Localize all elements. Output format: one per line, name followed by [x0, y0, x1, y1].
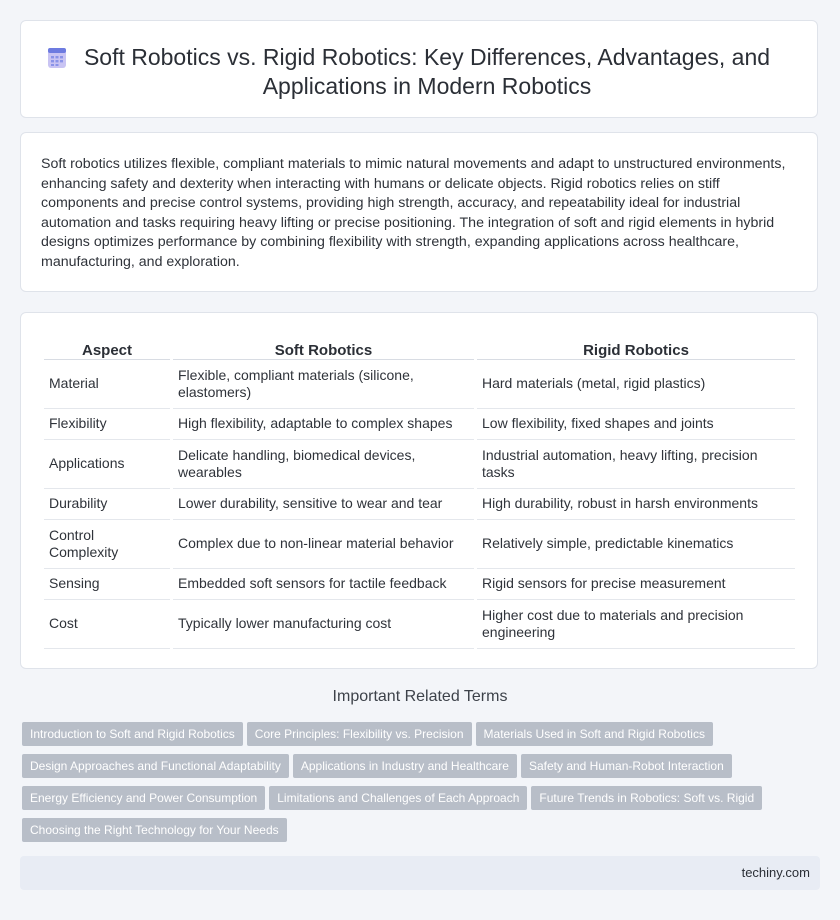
- summary-text: Soft robotics utilizes flexible, compliant materials to mimic natural movements and adapt to unstructured environments, enhancing safety and dexterity when interacting with humans or delicate objects. Rigid robotics relies on stiff components and precise control systems, providing high strength, accuracy, and repeatability ideal for industrial automation and tasks requiring heavy lifting or precise positioning. The integration of soft and rigid elements in hybrid designs optimizes performance by combining flexibility with strength, expanding applications across healthcare, manufacturing, and exploration.: [41, 156, 786, 270]
- cell-aspect: Applications: [44, 440, 170, 489]
- table-row: [44, 440, 795, 489]
- cell-aspect: Cost: [44, 600, 170, 649]
- table-row: [44, 600, 795, 649]
- cell-soft: High flexibility, adaptable to complex shapes: [173, 409, 474, 440]
- cell-rigid: Low flexibility, fixed shapes and joints: [477, 409, 795, 440]
- comparison-card: [20, 312, 818, 669]
- table-row: [44, 409, 795, 440]
- comparison-table: [41, 331, 798, 649]
- cell-rigid: Relatively simple, predictable kinematics: [477, 520, 795, 569]
- related-term-chip[interactable]: Introduction to Soft and Rigid Robotics: [22, 722, 243, 746]
- related-term-chip[interactable]: Applications in Industry and Healthcare: [293, 754, 517, 778]
- related-term-chip[interactable]: Design Approaches and Functional Adaptability: [22, 754, 289, 778]
- cell-rigid: Hard materials (metal, rigid plastics): [477, 360, 795, 409]
- cell-aspect: Control Complexity: [44, 520, 170, 569]
- related-term-chip[interactable]: Choosing the Right Technology for Your Needs: [22, 818, 287, 842]
- cell-aspect: Durability: [44, 489, 170, 520]
- cell-aspect: Material: [44, 360, 170, 409]
- table-row: [44, 569, 795, 600]
- page-title: Soft Robotics vs. Rigid Robotics: Key Differences, Advantages, and Applications in Modern Robotics: [83, 44, 771, 99]
- cell-rigid: Higher cost due to materials and precision engineering: [477, 600, 795, 649]
- cell-aspect: Sensing: [44, 569, 170, 600]
- header-card: [20, 20, 818, 118]
- cell-soft: Typically lower manufacturing cost: [173, 600, 474, 649]
- header-rigid-robotics: Rigid Robotics: [477, 331, 795, 360]
- cell-soft: Lower durability, sensitive to wear and tear: [173, 489, 474, 520]
- footer-bar: [20, 856, 820, 890]
- table-row: [44, 360, 795, 409]
- table-row: [44, 489, 795, 520]
- related-term-chip[interactable]: Safety and Human-Robot Interaction: [521, 754, 732, 778]
- related-term-chip[interactable]: Future Trends in Robotics: Soft vs. Rigid: [531, 786, 762, 810]
- cell-rigid: High durability, robust in harsh environments: [477, 489, 795, 520]
- cell-aspect: Flexibility: [44, 409, 170, 440]
- cell-rigid: Industrial automation, heavy lifting, precision tasks: [477, 440, 795, 489]
- table-header-row: [44, 331, 795, 360]
- related-term-chip[interactable]: Core Principles: Flexibility vs. Precision: [247, 722, 472, 746]
- related-term-chip[interactable]: Materials Used in Soft and Rigid Robotics: [476, 722, 713, 746]
- header-aspect: Aspect: [44, 331, 170, 360]
- table-row: [44, 520, 795, 569]
- related-term-chip[interactable]: Limitations and Challenges of Each Approach: [269, 786, 527, 810]
- related-terms-list: [22, 722, 792, 850]
- summary-card: [20, 132, 818, 292]
- related-term-chip[interactable]: Energy Efficiency and Power Consumption: [22, 786, 265, 810]
- cell-soft: Embedded soft sensors for tactile feedback: [173, 569, 474, 600]
- site-link[interactable]: techiny.com: [741, 865, 810, 880]
- cell-soft: Flexible, compliant materials (silicone, elastomers): [173, 360, 474, 409]
- cell-soft: Complex due to non-linear material behavior: [173, 520, 474, 569]
- cell-rigid: Rigid sensors for precise measurement: [477, 569, 795, 600]
- related-terms-heading: Important Related Terms: [332, 688, 508, 705]
- header-soft-robotics: Soft Robotics: [173, 331, 474, 360]
- cell-soft: Delicate handling, biomedical devices, wearables: [173, 440, 474, 489]
